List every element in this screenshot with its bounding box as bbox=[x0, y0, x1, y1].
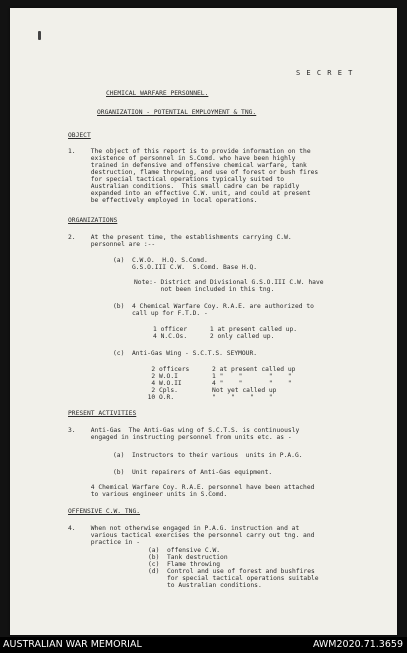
paragraph-1-line: trained in defensive and offensive chemical warfare, tank bbox=[68, 162, 307, 169]
offensive-heading: OFFENSIVE C.W. TNG. bbox=[68, 508, 141, 515]
wing-list-line: 2 officers 2 at present called up bbox=[140, 366, 296, 373]
paragraph-4-line: 4. When not otherwise engaged in P.A.G. instruction and at bbox=[68, 525, 300, 532]
wing-list-line: 10 O.R. " " " " bbox=[140, 394, 273, 401]
paragraph-2-line: 2. At the present time, the establishments carrying C.W. bbox=[68, 234, 292, 241]
punch-hole-mark bbox=[38, 31, 41, 40]
paragraph-1-line: expanded into an effective C.W. unit, and could at present bbox=[68, 190, 311, 197]
paragraph-1-line: Australian conditions. This small cadre can be rapidly bbox=[68, 183, 300, 190]
training-list-line: to Australian conditions. bbox=[148, 582, 262, 589]
note-line: Note:- District and Divisional G.S.O.III C.W. have bbox=[134, 279, 324, 286]
item-2b-line: call up for F.T.D. - bbox=[113, 310, 208, 317]
training-list-line: (b) Tank destruction bbox=[148, 554, 228, 561]
footer-bar bbox=[0, 637, 407, 653]
coy-list-line: 1 officer 1 at present called up. bbox=[153, 326, 298, 333]
paragraph-3-line: engaged in instructing personnel from units etc. as - bbox=[68, 434, 292, 441]
item-3a: (a) Instructors to their various units in P.A.G. bbox=[113, 452, 303, 459]
training-list-line: for special tactical operations suitable bbox=[148, 575, 319, 582]
item-3b: (b) Unit repairers of Anti-Gas equipment. bbox=[113, 469, 273, 476]
paragraph-1-line: 1. The object of this report is to provide information on the bbox=[68, 148, 311, 155]
wing-list-line: 2 Cpls. Not yet called up bbox=[140, 387, 277, 394]
item-2a-line: (a) C.W.O. H.Q. S.Comd. bbox=[113, 257, 208, 264]
paragraph-3-line: 3. Anti-Gas The Anti-Gas wing of S.C.T.S. is continuously bbox=[68, 427, 300, 434]
paragraph-4-line: various tactical exercises the personnel carry out tng. and bbox=[68, 532, 315, 539]
item-2b-line: (b) 4 Chemical Warfare Coy. R.A.E. are authorized to bbox=[113, 303, 314, 310]
paragraph-1-line: existence of personnel in S.Comd. who have been highly bbox=[68, 155, 296, 162]
item-2c-line: (c) Anti-Gas Wing - S.C.T.S. SEYMOUR. bbox=[113, 350, 258, 357]
paragraph-1-line: destruction, flame throwing, and use of forest or bush fires bbox=[68, 169, 319, 176]
training-list-line: (d) Control and use of forest and bushfires bbox=[148, 568, 315, 575]
document-title: CHEMICAL WARFARE PERSONNEL. bbox=[106, 90, 209, 97]
footer-source: AUSTRALIAN WAR MEMORIAL bbox=[3, 639, 142, 650]
paragraph-4-line: practice in - bbox=[68, 539, 141, 546]
paragraph-3c-line: to various engineer units in S.Comd. bbox=[68, 491, 228, 498]
activities-heading: PRESENT ACTIVITIES bbox=[68, 410, 137, 417]
training-list-line: (a) offensive C.W. bbox=[148, 547, 221, 554]
paragraph-1-line: be effectively employed in local operations. bbox=[68, 197, 258, 204]
organizations-heading: ORGANIZATIONS bbox=[68, 217, 118, 224]
paragraph-3c-line: 4 Chemical Warfare Coy. R.A.E. personnel have been attached bbox=[68, 484, 315, 491]
document-subtitle: ORGANIZATION - POTENTIAL EMPLOYMENT & TNG. bbox=[97, 109, 257, 116]
paragraph-1-line: for special tactical operations typically suited to bbox=[68, 176, 285, 183]
secret-marking: S E C R E T bbox=[296, 69, 354, 77]
paragraph-2-line: personnel are :-- bbox=[68, 241, 156, 248]
training-list-line: (c) Flame throwing bbox=[148, 561, 221, 568]
object-heading: OBJECT bbox=[68, 132, 91, 139]
wing-list-line: 2 W.O.I 1 " " " " bbox=[140, 373, 292, 380]
note-line: not been included in this tng. bbox=[134, 286, 275, 293]
wing-list-line: 4 W.O.II 4 " " " " bbox=[140, 380, 292, 387]
coy-list-line: 4 N.C.Os. 2 only called up. bbox=[153, 333, 275, 340]
document-page bbox=[10, 8, 397, 635]
footer-accession-number: AWM2020.71.3659 bbox=[312, 639, 403, 650]
item-2a-line: G.S.O.III C.W. S.Comd. Base H.Q. bbox=[113, 264, 258, 271]
